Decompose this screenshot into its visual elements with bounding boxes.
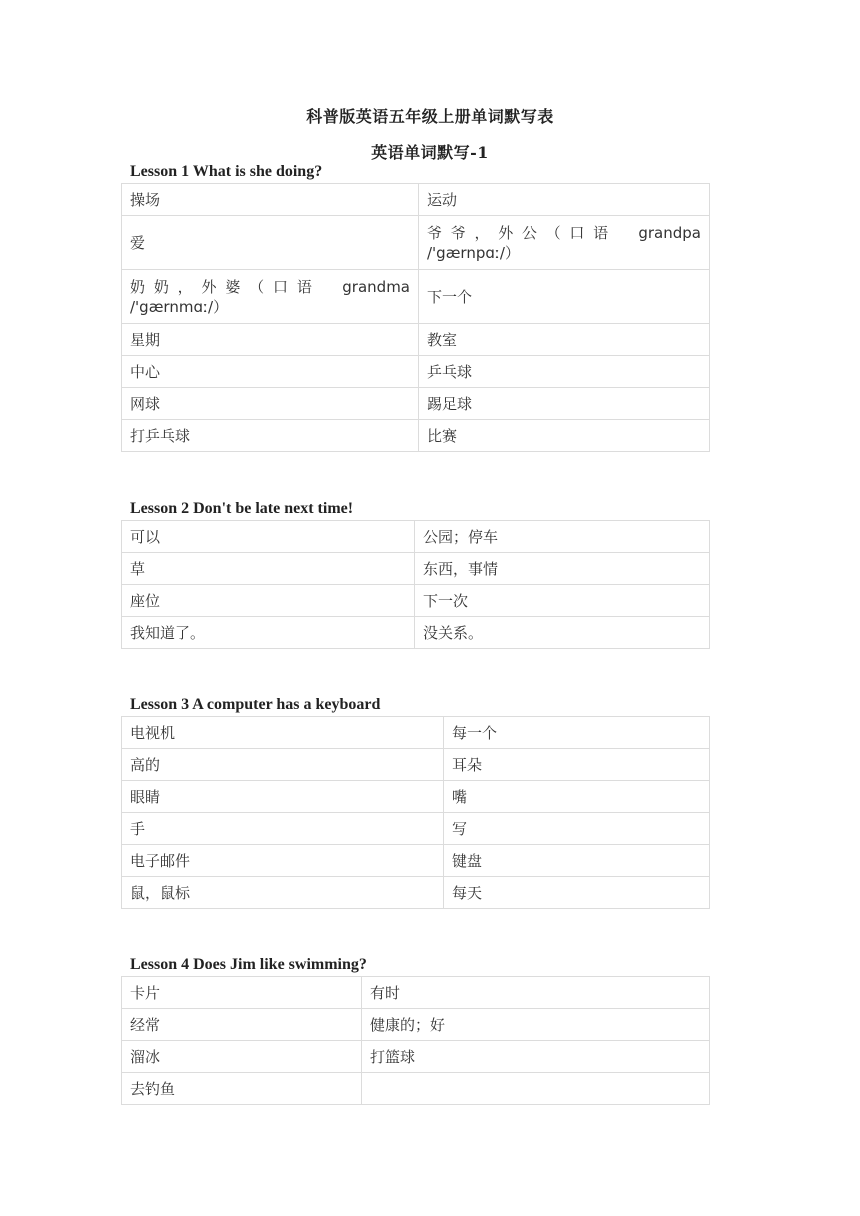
table-row: [122, 420, 710, 452]
table-row: [122, 781, 710, 813]
table-cell: 高的: [122, 749, 444, 781]
table-row: [122, 553, 710, 585]
table-cell: 溜冰: [122, 1041, 362, 1073]
table-cell: 下一个: [419, 270, 710, 324]
table-row: [122, 845, 710, 877]
table-cell: 运动: [419, 184, 710, 216]
table-cell: 爱: [122, 216, 419, 270]
table-cell: 电视机: [122, 717, 444, 749]
table-row: [122, 388, 710, 420]
table-cell: 鼠，鼠标: [122, 877, 444, 909]
table-row: [122, 521, 710, 553]
table-cell: 网球: [122, 388, 419, 420]
lesson-2-table: [121, 520, 710, 649]
table-cell: 可以: [122, 521, 415, 553]
table-cell: 每天: [444, 877, 710, 909]
table-cell: 操场: [122, 184, 419, 216]
table-row: [122, 877, 710, 909]
table-cell: 乒乓球: [419, 356, 710, 388]
lesson-4-table: [121, 976, 710, 1105]
table-cell: 卡片: [122, 977, 362, 1009]
table-row: [122, 324, 710, 356]
table-cell: 健康的；好: [362, 1009, 710, 1041]
table-row: [122, 1041, 710, 1073]
table-cell: 有时: [362, 977, 710, 1009]
table-cell: 去钓鱼: [122, 1073, 362, 1105]
table-cell: 踢足球: [419, 388, 710, 420]
lesson-1-table: [121, 183, 710, 452]
table-cell: 嘴: [444, 781, 710, 813]
table-row: [122, 749, 710, 781]
table-cell: 爷爷，外公（口语 grandpa /'gærnpɑː/）: [419, 216, 710, 270]
table-cell: 公园；停车: [415, 521, 710, 553]
table-cell: 我知道了。: [122, 617, 415, 649]
table-cell: 没关系。: [415, 617, 710, 649]
table-cell: 写: [444, 813, 710, 845]
table-row: [122, 356, 710, 388]
table-row: [122, 617, 710, 649]
table-cell: 手: [122, 813, 444, 845]
lesson-3-table: [121, 716, 710, 909]
table-cell: 下一次: [415, 585, 710, 617]
table-cell: 奶奶，外婆（口语 grandma /'gærnmɑː/）: [122, 270, 419, 324]
table-row: [122, 717, 710, 749]
lesson-2-heading: Lesson 2 Don't be late next time!: [130, 500, 354, 517]
table-cell: 比赛: [419, 420, 710, 452]
table-row: [122, 184, 710, 216]
table-row: [122, 585, 710, 617]
table-cell: 教室: [419, 324, 710, 356]
table-cell: 眼睛: [122, 781, 444, 813]
document-title: 科普版英语五年级上册单词默写表: [306, 107, 554, 126]
table-cell: 电子邮件: [122, 845, 444, 877]
table-cell: 耳朵: [444, 749, 710, 781]
table-cell: 打篮球: [362, 1041, 710, 1073]
table-cell: 草: [122, 553, 415, 585]
lesson-4-heading: Lesson 4 Does Jim like swimming?: [130, 956, 367, 973]
table-row: [122, 1009, 710, 1041]
table-cell: 每一个: [444, 717, 710, 749]
table-cell: 中心: [122, 356, 419, 388]
table-cell: 东西，事情: [415, 553, 710, 585]
table-row: [122, 977, 710, 1009]
table-row: [122, 813, 710, 845]
table-row: [122, 1073, 710, 1105]
table-cell: 星期: [122, 324, 419, 356]
lesson-1-heading: Lesson 1 What is she doing?: [130, 163, 323, 180]
table-row: [122, 270, 710, 324]
table-row: [122, 216, 710, 270]
table-cell: 打乒乓球: [122, 420, 419, 452]
document-subtitle: 英语单词默写-1: [371, 143, 489, 162]
table-cell-empty: [362, 1073, 710, 1105]
table-cell: 座位: [122, 585, 415, 617]
table-cell: 经常: [122, 1009, 362, 1041]
lesson-3-heading: Lesson 3 A computer has a keyboard: [130, 696, 381, 713]
table-cell: 键盘: [444, 845, 710, 877]
